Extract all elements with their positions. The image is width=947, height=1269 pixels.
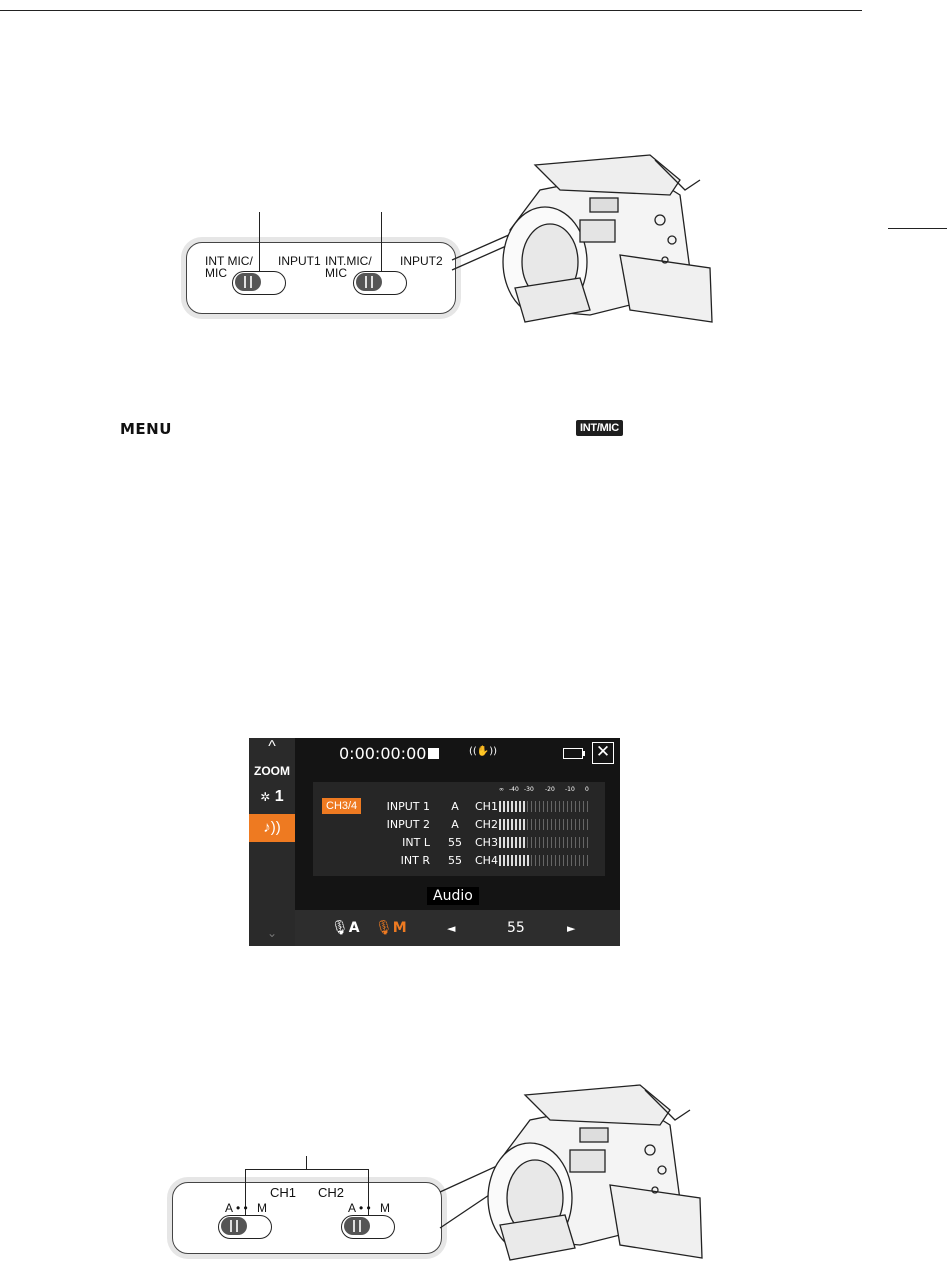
dot-icon: • • bbox=[359, 1201, 371, 1215]
status-bar bbox=[295, 738, 620, 768]
row-source: INT R bbox=[400, 854, 430, 867]
switch-right-a: A bbox=[348, 1201, 357, 1215]
sparkle-icon: ✲ bbox=[260, 790, 271, 804]
row-channel: CH3 bbox=[475, 836, 498, 849]
input1-mic-switch[interactable] bbox=[232, 271, 286, 295]
switch1-left-label: INT MIC/ bbox=[205, 254, 253, 268]
auto-level-button[interactable] bbox=[331, 920, 360, 936]
menu-icon: MENU bbox=[120, 420, 172, 438]
bottom-control-bar bbox=[295, 910, 620, 946]
mic-icon: 🎙 bbox=[375, 920, 393, 936]
row-mode: 55 bbox=[448, 836, 462, 849]
camcorder-illustration bbox=[430, 1080, 720, 1265]
row-mode: A bbox=[451, 800, 459, 813]
scale-tick: -40 bbox=[509, 786, 519, 793]
level-value: 55 bbox=[507, 920, 525, 936]
scroll-down-icon[interactable]: ⌄ bbox=[266, 926, 278, 940]
switch-callout-bottom bbox=[172, 1182, 442, 1254]
scale-tick: 0 bbox=[585, 786, 589, 793]
leader-line-center bbox=[306, 1156, 307, 1170]
leader-bracket bbox=[245, 1169, 369, 1170]
row-mode: 55 bbox=[448, 854, 462, 867]
stabilizer-icon: ((✋)) bbox=[469, 746, 498, 757]
switch-knob bbox=[344, 1217, 370, 1235]
scroll-up-icon[interactable]: ^ bbox=[268, 738, 276, 755]
leader-line-1 bbox=[259, 212, 260, 278]
row-channel: CH1 bbox=[475, 800, 498, 813]
row-channel: CH4 bbox=[475, 854, 498, 867]
scale-tick: ∞ bbox=[499, 786, 504, 793]
ch1-audio-mode-switch[interactable] bbox=[218, 1215, 272, 1239]
side-panel bbox=[249, 738, 295, 946]
row-source: INPUT 2 bbox=[386, 818, 430, 831]
leader-line-2 bbox=[381, 212, 382, 278]
increase-button[interactable]: ► bbox=[567, 922, 576, 935]
stop-icon bbox=[428, 748, 439, 759]
camcorder-illustration bbox=[440, 150, 730, 330]
level-bar bbox=[499, 855, 591, 866]
scale-tick: -30 bbox=[524, 786, 534, 793]
row-source: INT L bbox=[402, 836, 430, 849]
switch2-right-label: INPUT2 bbox=[400, 254, 443, 268]
row-source: INPUT 1 bbox=[386, 800, 430, 813]
switch1-left-label-bottom: MIC bbox=[205, 266, 227, 280]
dot-icon: • • bbox=[236, 1201, 248, 1215]
level-bar bbox=[499, 819, 591, 830]
camera-touch-screen bbox=[249, 738, 620, 946]
ch2-label: CH2 bbox=[318, 1185, 345, 1200]
battery-icon bbox=[563, 748, 583, 759]
row-mode: A bbox=[451, 818, 459, 831]
switch1-right-label: INPUT1 bbox=[278, 254, 321, 268]
level-bar bbox=[499, 801, 591, 812]
auto-label: A bbox=[348, 920, 360, 936]
header-rule bbox=[0, 10, 862, 11]
switch-knob bbox=[235, 273, 261, 291]
scene-number: 1 bbox=[274, 788, 284, 805]
switch-right-m: M bbox=[380, 1201, 390, 1215]
manual-label: M bbox=[392, 920, 407, 936]
ch2-audio-mode-switch[interactable] bbox=[341, 1215, 395, 1239]
ch34-button[interactable]: CH3/4 bbox=[322, 798, 361, 814]
row-channel: CH2 bbox=[475, 818, 498, 831]
manual-level-button[interactable] bbox=[375, 920, 407, 936]
scene-button[interactable] bbox=[249, 788, 295, 814]
level-bar bbox=[499, 837, 591, 848]
audio-meter-panel bbox=[313, 782, 605, 876]
mic-icon: 🎙 bbox=[331, 920, 349, 936]
timecode: 0:00:00:00 bbox=[339, 744, 427, 763]
switch2-left-label: INT.MIC/ bbox=[325, 254, 372, 268]
scale-tick: -20 bbox=[545, 786, 555, 793]
audio-icon[interactable]: ♪)) bbox=[249, 814, 295, 842]
switch-knob bbox=[356, 273, 382, 291]
switch-knob bbox=[221, 1217, 247, 1235]
scale-tick: -10 bbox=[565, 786, 575, 793]
side-tab-rule bbox=[888, 228, 947, 229]
switch-left-a: A bbox=[225, 1201, 234, 1215]
ch1-label: CH1 bbox=[270, 1185, 297, 1200]
intmic-icon: INT/MIC bbox=[576, 420, 623, 436]
decrease-button[interactable]: ◄ bbox=[447, 922, 456, 935]
audio-label: Audio bbox=[427, 887, 479, 905]
switch-left-m: M bbox=[257, 1201, 267, 1215]
input2-mic-switch[interactable] bbox=[353, 271, 407, 295]
switch2-left-label-bottom: MIC bbox=[325, 266, 347, 280]
close-button[interactable]: ✕ bbox=[592, 742, 614, 764]
zoom-button[interactable]: ZOOM bbox=[254, 764, 290, 778]
